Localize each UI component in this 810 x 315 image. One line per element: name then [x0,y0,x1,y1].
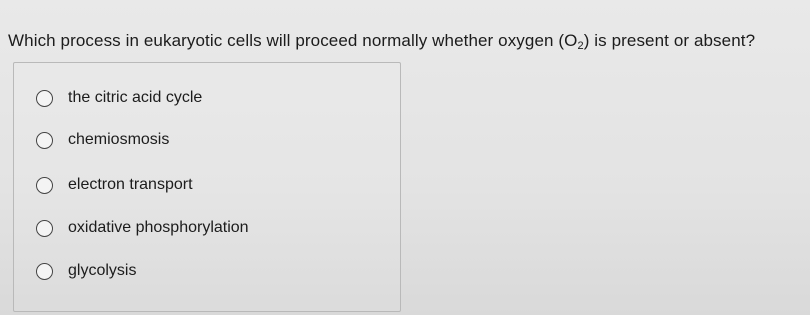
answer-options-box [13,62,401,312]
radio-button-icon[interactable] [36,132,53,149]
question-text [8,31,755,56]
answer-option-electron-transport[interactable] [36,175,193,195]
question-text-suffix: ) is present or absent? [583,31,756,50]
answer-option-label: glycolysis [68,262,137,279]
radio-button-icon[interactable] [36,177,53,194]
answer-option-chemiosmosis[interactable] [36,130,169,150]
answer-option-label: oxidative phosphorylation [68,219,249,236]
radio-button-icon[interactable] [36,263,53,280]
answer-option-label: chemiosmosis [68,131,170,148]
answer-option-glycolysis[interactable] [36,261,136,281]
oxygen-subscript: 2 [577,40,584,52]
question-text-prefix: Which process in eukaryotic cells will proceed normally whether oxygen (O [8,31,578,50]
answer-option-oxidative-phosphorylation[interactable] [36,218,249,238]
radio-button-icon[interactable] [36,90,53,107]
radio-button-icon[interactable] [36,220,53,237]
answer-option-citric-acid-cycle[interactable] [36,88,202,108]
answer-option-label: the citric acid cycle [68,89,203,106]
answer-option-label: electron transport [68,176,193,193]
